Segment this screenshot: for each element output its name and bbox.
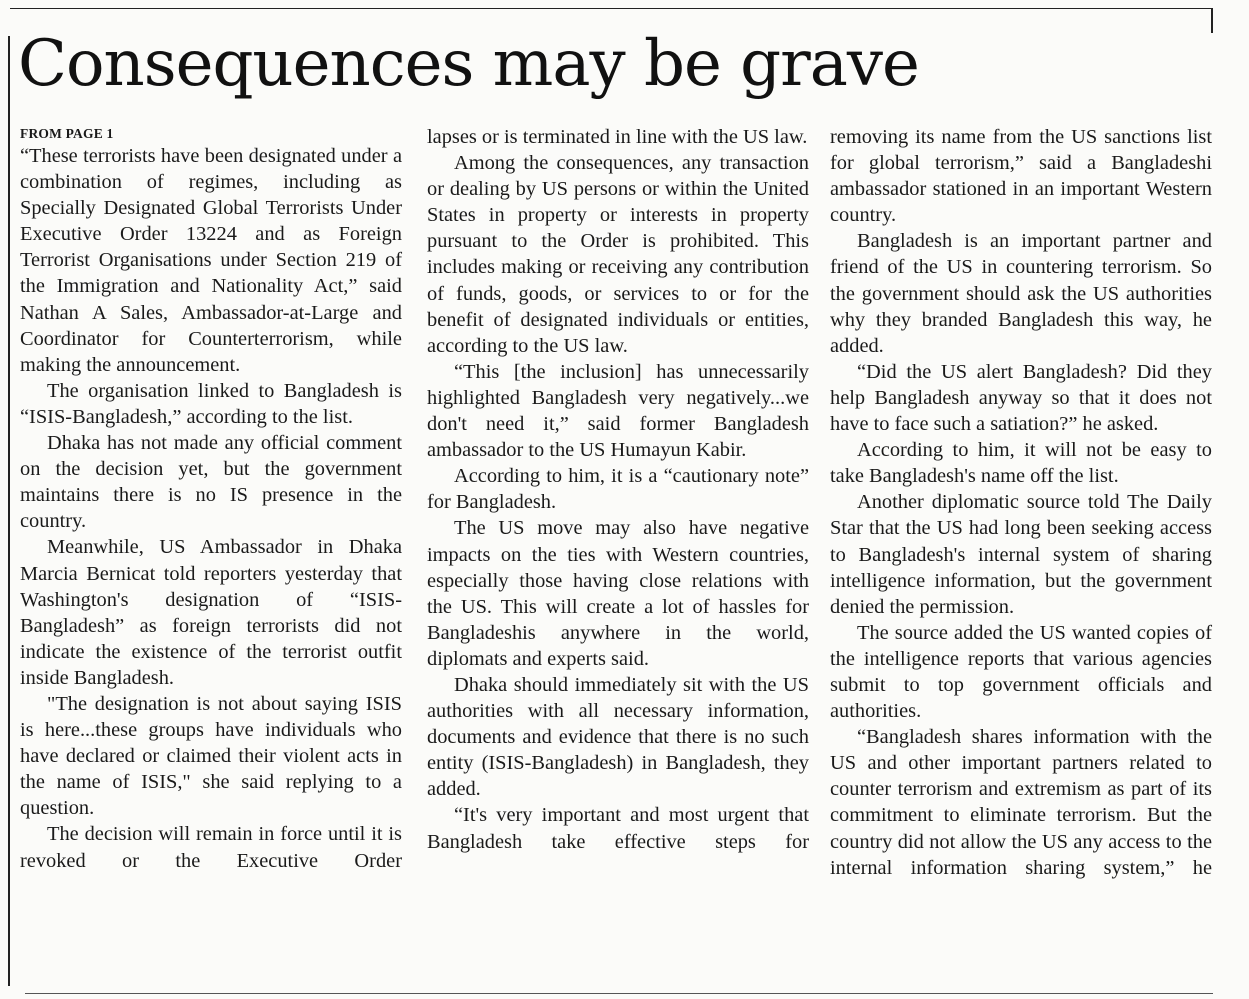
paragraph: Dhaka should immediately sit with the US authorities with all necessary information, documents and evidence that there is no such entity (ISIS-Bangladesh) in Bangladesh, they added.	[427, 673, 809, 801]
paragraph: The organisation linked to Bangladesh is “ISIS-Bangladesh,” according to the list.	[20, 379, 402, 428]
column-3	[830, 124, 1212, 881]
paragraph: “These terrorists have been designated under a combination of regimes, including as Specially Designated Global Terrorists Under Executive Order 13224 and as Foreign Terrorist Organisations under Section 219 of the Immigration and Nationality Act,” said Nathan A Sales, Ambassador-at-Large and Coordinator for Counterterrorism, while making the announcement.	[20, 145, 402, 376]
paragraph: “This [the inclusion] has unnecessarily highlighted Bangladesh very negatively...we don't need it,” said former Bangladesh ambassador to the US Humayun Kabir.	[427, 360, 809, 462]
paragraph: “Did the US alert Bangladesh? Did they help Bangladesh anyway so that it does not have to face such a satiation?” he asked.	[830, 360, 1212, 436]
paragraph: “It's very important and most urgent that Bangladesh take effective steps for	[427, 804, 809, 853]
headline: Consequences may be grave	[18, 27, 919, 101]
right-rule	[1211, 8, 1213, 33]
paragraph: “Bangladesh shares information with the US and other important partners related to counter terrorism and extremism as part of its commitment to eliminate terrorism. But the country did not allow the US any access to the internal information sharing system,” he	[830, 726, 1212, 879]
paragraph: Meanwhile, US Ambassador in Dhaka Marcia Bernicat told reporters yesterday that Washington's designation of “ISIS-Bangladesh” as foreign terrorists did not indicate the existence of the terrorist outfit inside Bangladesh.	[20, 536, 402, 689]
paragraph: "The designation is not about saying ISIS is here...these groups have individuals who have declared or claimed their violent acts in the name of ISIS," she said replying to a question.	[20, 692, 402, 820]
paragraph: According to him, it will not be easy to take Bangladesh's name off the list.	[830, 439, 1212, 488]
paragraph: The US move may also have negative impacts on the ties with Western countries, especially those having close relations with the US. This will create a lot of hassles for Bangladeshis anywhere in the world, diplomats and experts said.	[427, 517, 809, 670]
bottom-rule	[25, 993, 1213, 994]
left-rule	[8, 36, 10, 986]
paragraph: Another diplomatic source told The Daily Star that the US had long been seeking access to Bangladesh's internal system of sharing intelligence information, but the government denied the permission.	[830, 491, 1212, 618]
column-2	[427, 124, 809, 855]
top-rule	[10, 8, 1212, 9]
paragraph: lapses or is terminated in line with the US law.	[427, 126, 808, 148]
column-1	[20, 124, 402, 874]
paragraph: The decision will remain in force until it is revoked or the Executive Order	[20, 823, 402, 872]
paragraph: Dhaka has not made any official comment on the decision yet, but the government maintains there is no IS presence in the country.	[20, 432, 402, 533]
paragraph: Among the consequences, any transaction or dealing by US persons or within the United States in property or interests in property pursuant to the Order is prohibited. This includes making or receiving any contribution of funds, goods, or services to or for the benefit of designated individuals or entities, according to the US law.	[427, 152, 809, 357]
paragraph: removing its name from the US sanctions list for global terrorism,” said a Bangladeshi ambassador stationed in an important Western country.	[830, 126, 1212, 227]
kicker: FROM PAGE 1	[20, 126, 114, 141]
paragraph: The source added the US wanted copies of the intelligence reports that various agencies submit to top government officials and authorities.	[830, 621, 1212, 723]
paragraph: Bangladesh is an important partner and friend of the US in countering terrorism. So the government should ask the US authorities why they branded Bangladesh this way, he added.	[830, 230, 1212, 357]
paragraph: According to him, it is a “cautionary note” for Bangladesh.	[427, 465, 809, 514]
